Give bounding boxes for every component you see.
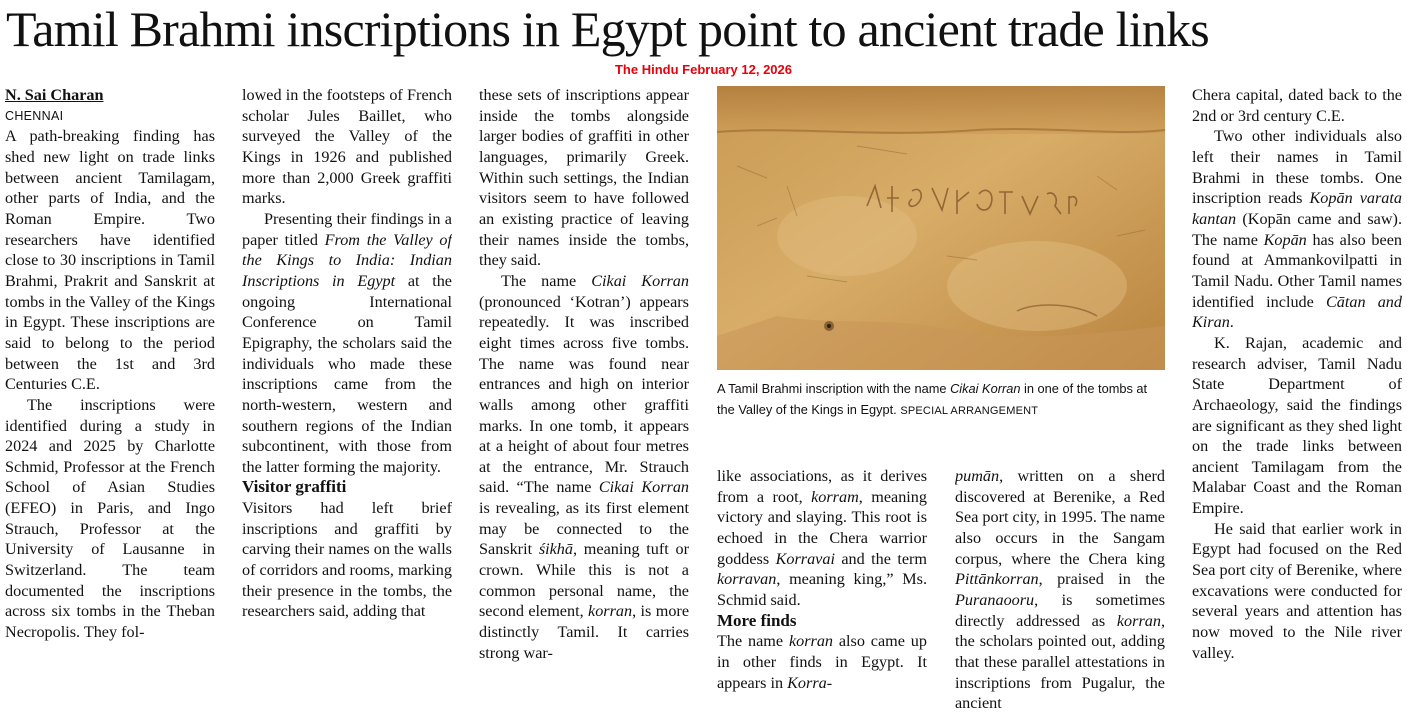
text: also came up in other finds in Egypt. It appears in	[717, 632, 927, 692]
name-term: Puranaooru	[955, 590, 1035, 609]
paragraph: He said that earlier work in Egypt had focused on the Red Sea port city of Berenike, where excavations were conducted for several years and attention has now moved to the Nile river valley.	[1192, 519, 1402, 662]
paragraph	[242, 209, 452, 478]
name-term: Kopān	[1263, 230, 1307, 249]
paragraph	[717, 631, 927, 693]
text: , the scholars pointed out, adding that these parallel attestations in inscriptions from Pugalur, the ancient	[955, 611, 1165, 713]
text: The name	[501, 271, 592, 290]
text: , meaning victory and slaying. This root is echoed in the Chera warrior goddess	[717, 487, 927, 568]
column-3	[479, 85, 689, 721]
paragraph: Visitors had left brief inscriptions and graffiti by carving their names on the walls of corridors and rooms, marking their presence in the tombs, the researchers said, adding that	[242, 499, 452, 621]
paragraph: A path-breaking finding has shed new light on trade links between ancient Tamilagam, other parts of India, and the Roman Empire. Two researchers have identified close to 30 inscriptions in Tamil Brahmi, Prakrit and Sanskrit at tombs in the Valley of the Kings in Egypt. These inscriptions are said to belong to the period between the 1st and 3rd Centuries C.E.	[5, 127, 215, 394]
headline: Tamil Brahmi inscriptions in Egypt point to ancient trade links	[6, 1, 1209, 57]
name-term: korran	[1116, 611, 1161, 630]
name-term: korram	[811, 487, 859, 506]
caption-text: in one of the tombs at the Valley of the Kings in Egypt.	[717, 381, 1148, 417]
text: , written on a sherd discovered at Berenike, a Red Sea port city, in 1995. The name also occurs in the Sangam corpus, where the Chera king	[955, 467, 1165, 568]
photo-credit: SPECIAL ARRANGEMENT	[900, 405, 1039, 417]
text: like associations, as it derives from a root,	[717, 467, 927, 506]
paragraph: Chera capital, dated back to the 2nd or 3rd century C.E.	[1192, 86, 1402, 125]
paragraph	[717, 466, 927, 611]
inscription-photo	[717, 86, 1165, 370]
text: and the term	[834, 549, 927, 568]
text: , meaning king,” Ms. Schmid said.	[717, 570, 927, 609]
caption-text: A Tamil Brahmi inscription with the name	[717, 381, 951, 396]
paper-title: From the Valley of the Kings to India: Indian Inscriptions in Egypt	[242, 230, 452, 290]
text: has also been found at Ammankovilpatti in Tamil Nadu. Other Tamil names identified include	[1192, 230, 1402, 311]
name-term: Cātan and Kiran	[1192, 292, 1402, 332]
text: Two other individuals also left their names in Tamil Brahmi in these tombs. One inscription reads	[1192, 127, 1402, 208]
paragraph: lowed in the footsteps of French scholar Jules Baillet, who surveyed the Valley of the Kings in 1926 and published more than 2,000 Greek graffiti marks.	[242, 86, 452, 208]
column-2	[242, 85, 452, 721]
text: is revealing, as its first element may be connected to the Sanskrit	[479, 499, 689, 559]
name-term: pumān	[955, 467, 1000, 485]
text: (pronounced ‘Kotran’) appears repeatedly. It was inscribed eight times across five tombs. The name was found near entrances and high on interior walls among other graffiti marks. In one tomb, it appears at a height of about four metres at the entrance, Mr. Strauch said. “The name	[479, 292, 689, 497]
name-term: Korra-	[787, 673, 833, 692]
text: , meaning tuft or crown. While this is not a common personal name, the second element,	[479, 540, 689, 621]
name-term: korran	[588, 602, 633, 621]
source-line: The Hindu February 12, 2026	[614, 62, 792, 77]
text: Presenting their findings in a paper titled	[242, 209, 452, 249]
name-term: Pittānkorran	[955, 570, 1039, 589]
paragraph	[479, 271, 689, 663]
name-term: korravan	[717, 570, 777, 589]
paragraph: K. Rajan, academic and research adviser, Tamil Nadu State Department of Archaeology, said the findings are significant as they shed light on the trade links between ancient Tamilagam from the Malabar Coast and the Roman Empire.	[1192, 333, 1402, 518]
text: The name	[717, 632, 789, 651]
name-term: Korravai	[775, 549, 835, 568]
text: at the ongoing International Conference on Tamil Epigraphy, the scholars said the individuals who made these inscriptions came from the north-western, western and southern regions of the Indian subcontinent, with those from the latter forming the majority.	[242, 271, 452, 476]
inscription-photo-image	[717, 86, 1165, 370]
subhead-visitor-graffiti: Visitor graffiti	[242, 477, 347, 497]
photo-caption	[717, 378, 1167, 422]
name-term: Cikai Korran	[598, 478, 689, 497]
caption-name: Cikai Korran	[950, 381, 1021, 396]
dateline: CHENNAI	[5, 108, 64, 123]
text: , is sometimes directly addressed as	[955, 590, 1165, 630]
paragraph	[1192, 126, 1402, 333]
column-4	[717, 466, 927, 721]
text: .	[1229, 313, 1234, 332]
paragraph: The inscriptions were identified during a study in 2024 and 2025 by Charlotte Schmid, Professor at the French School of Asian Studies (EFEO) in Paris, and Ingo Strauch, Professor at the University of Lausanne in Switzerland. The team documented the inscriptions across six tombs in the Theban Necropolis. They fol-	[5, 395, 215, 642]
name-term: Kopān varata kantan	[1192, 189, 1402, 228]
text: (Kopān came and saw). The name	[1192, 209, 1402, 249]
text: , is more distinctly Tamil. It carries strong war-	[479, 602, 689, 662]
name-term: śikhā	[538, 540, 573, 559]
subhead-more-finds: More finds	[717, 610, 797, 630]
name-term: Cikai Korran	[591, 271, 689, 290]
column-6	[1192, 85, 1402, 721]
column-5	[955, 466, 1165, 721]
paragraph: these sets of inscriptions appear inside the tombs alongside larger bodies of graffiti in other languages, primarily Greek. Within such settings, the Indian visitors seem to have followed an existing practice of leaving their names inside the tombs, they said.	[479, 86, 689, 270]
paragraph	[955, 466, 1165, 714]
text: , praised in the	[1038, 570, 1165, 589]
byline: N. Sai Charan	[5, 86, 104, 104]
column-1	[5, 85, 215, 721]
name-term: korran	[788, 632, 834, 651]
